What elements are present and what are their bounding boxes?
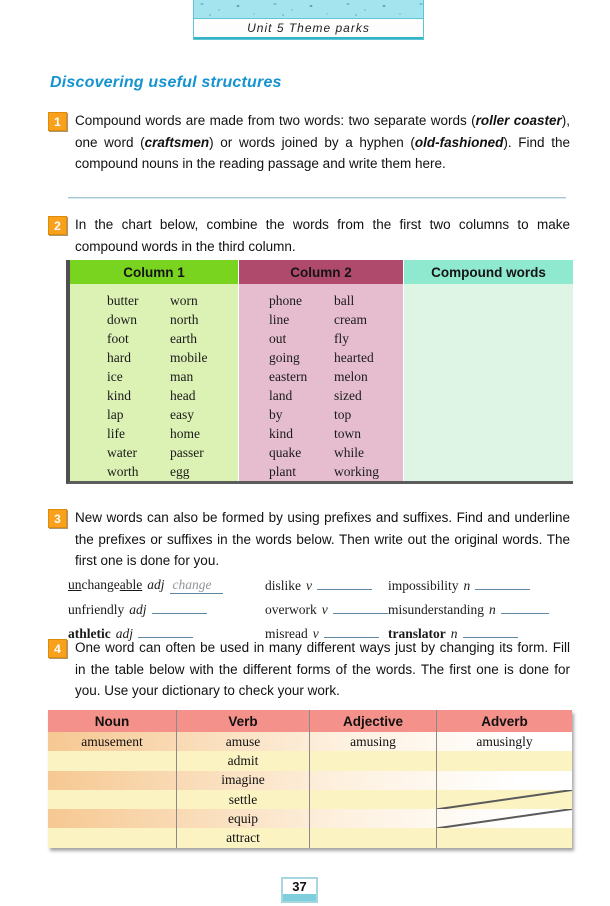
word: impossibility [388, 578, 459, 593]
item-number-badge: 4 [48, 639, 67, 658]
exercise-2 [48, 214, 570, 257]
table-cell [310, 790, 437, 809]
word: going [269, 350, 300, 365]
table-cell [437, 751, 572, 770]
word: town [334, 426, 361, 441]
word: ball [334, 293, 355, 308]
table-cell: settle [177, 790, 310, 809]
word: sized [334, 388, 362, 403]
part-of-speech: v [312, 626, 319, 641]
table-row [48, 771, 572, 790]
table-cell-no-form [437, 790, 572, 809]
underlined-prefix: un [68, 577, 82, 592]
compound-words-table [66, 260, 573, 484]
unit-title: Unit 5 Theme parks [194, 19, 423, 39]
table-cell [48, 790, 177, 809]
word: hearted [334, 350, 374, 365]
table-cell: amusing [310, 732, 437, 751]
page-number-stripe [283, 894, 316, 901]
word-entry [68, 601, 265, 618]
word: worn [170, 293, 198, 308]
word-row [239, 407, 403, 426]
word: life [107, 426, 125, 441]
word: plant [269, 464, 296, 479]
table-cell: equip [177, 809, 310, 828]
word: by [269, 407, 283, 422]
water-photo [194, 0, 423, 19]
divider-line [68, 197, 566, 198]
word-entry [388, 577, 570, 594]
diagonal-slash-icon [437, 809, 572, 828]
word-row [70, 369, 238, 388]
table-cell [48, 809, 177, 828]
answer-blank [475, 577, 530, 590]
word: land [269, 388, 293, 403]
item-number-badge: 2 [48, 216, 67, 235]
exercise-4 [48, 637, 570, 702]
item-number-badge: 1 [48, 112, 67, 131]
page-number-box [281, 877, 318, 903]
diagonal-slash-icon [437, 790, 572, 809]
compound-words-write-area [404, 284, 573, 481]
word-row [239, 464, 403, 483]
table-cell [310, 809, 437, 828]
exercise-1 [48, 110, 570, 175]
word: lap [107, 407, 124, 422]
answer-blank [333, 601, 388, 614]
header-verb: Verb [177, 710, 310, 732]
table-row [48, 732, 572, 751]
word-row [239, 293, 403, 312]
word: misunderstanding [388, 602, 484, 617]
example-word: craftsmen [144, 134, 210, 150]
text-segment: Compound words are made from two words: two separate words ( [75, 113, 476, 128]
word-forms-table [48, 710, 572, 848]
word: overwork [265, 602, 317, 617]
word-list-row [68, 570, 570, 594]
column-2-body [239, 284, 403, 481]
table-cell: amusement [48, 732, 177, 751]
word: while [334, 445, 364, 460]
word: hard [107, 350, 131, 365]
unit-banner [193, 0, 424, 40]
example-word: roller coaster [475, 113, 562, 128]
text-segment: ), one word ( [75, 113, 570, 150]
word-row [239, 312, 403, 331]
word-entry [388, 601, 570, 618]
table-cell [48, 751, 177, 770]
table-cell: amuse [177, 732, 310, 751]
word: egg [170, 464, 190, 479]
table-cell [310, 828, 437, 847]
table-row [48, 790, 572, 809]
word: dislike [265, 578, 301, 593]
word: melon [334, 369, 368, 384]
word-list-row [68, 594, 570, 618]
table-cell: amusingly [476, 733, 533, 749]
word: quake [269, 445, 302, 460]
table-cell: attract [177, 828, 310, 847]
text-segment: ) or words joined by a hyphen ( [209, 134, 415, 150]
word: phone [269, 293, 302, 308]
column-1 [70, 260, 238, 481]
word-row [70, 407, 238, 426]
word-row [239, 331, 403, 350]
word-entry [265, 601, 388, 618]
written-answer: change [170, 577, 223, 594]
word-row [239, 369, 403, 388]
table-header-row [48, 710, 572, 732]
compound-words-header: Compound words [404, 260, 573, 284]
word-row [70, 312, 238, 331]
example-word: old-fashioned [414, 134, 504, 150]
column-1-body [70, 284, 238, 481]
exercise-1-text [75, 110, 570, 175]
table-cell-no-form [437, 809, 572, 828]
word: line [269, 312, 290, 327]
word: earth [170, 331, 197, 346]
word: mobile [170, 350, 208, 365]
table-cell [310, 751, 437, 770]
word-row [70, 445, 238, 464]
prefix-suffix-word-list [68, 570, 570, 642]
word: butter [107, 293, 139, 308]
word: ice [107, 369, 123, 384]
word: down [107, 312, 137, 327]
underlined-suffix: able [119, 577, 143, 592]
part-of-speech: adj [115, 626, 134, 641]
word-row [70, 350, 238, 369]
word: north [170, 312, 199, 327]
word: easy [170, 407, 194, 422]
table-row [48, 809, 572, 828]
exercise-4-text: One word can often be used in many different ways just by changing its form. Fill in the table below with the different forms of the words. The first one is done for you. Use your dictionary to check your work. [75, 640, 570, 698]
item-number-badge: 3 [48, 509, 67, 528]
part-of-speech: n [450, 626, 458, 641]
page-number: 37 [292, 879, 307, 894]
part-of-speech: n [489, 602, 496, 617]
exercise-3-text: New words can also be formed by using prefixes and suffixes. Find and underline the prefixes or suffixes in the words below. Then write out the original words. The first one is done for you. [75, 510, 570, 568]
word: man [170, 369, 194, 384]
column-2-header: Column 2 [239, 260, 403, 284]
word: athletic [68, 626, 111, 641]
word-entry [265, 577, 388, 594]
word-row [239, 426, 403, 445]
answer-blank [317, 577, 372, 590]
word: foot [107, 331, 129, 346]
word-row [70, 464, 238, 483]
word: head [170, 388, 196, 403]
table-cell: imagine [177, 771, 310, 790]
word: out [269, 331, 287, 346]
text-segment: ). Find the compound nouns in the reading passage and write them here. [75, 134, 570, 171]
word: working [334, 464, 379, 479]
word: passer [170, 445, 204, 460]
word-entry [68, 577, 265, 594]
word: misread [265, 626, 308, 641]
word: unfriendly [68, 602, 125, 617]
word: kind [107, 388, 132, 403]
header-adjective: Adjective [310, 710, 437, 732]
table-cell: admit [177, 751, 310, 770]
word: top [334, 407, 352, 422]
word: fly [334, 331, 349, 346]
word-row [239, 445, 403, 464]
table-cell [437, 771, 572, 790]
word-root: change [81, 577, 120, 592]
word-row [70, 426, 238, 445]
exercise-3 [48, 507, 570, 572]
word: worth [107, 464, 139, 479]
table-cell [310, 771, 437, 790]
table-cell [437, 828, 572, 847]
word: kind [269, 426, 294, 441]
column-2 [239, 260, 403, 481]
header-noun: Noun [48, 710, 177, 732]
word-row [239, 388, 403, 407]
part-of-speech: adj [129, 602, 147, 617]
compound-words-column [404, 260, 573, 481]
part-of-speech: n [463, 578, 471, 593]
table-cell [48, 828, 177, 847]
word-row [70, 388, 238, 407]
exercise-2-text: In the chart below, combine the words from the first two columns to make compound words in the third column. [75, 217, 570, 254]
word: eastern [269, 369, 308, 384]
part-of-speech: v [306, 578, 312, 593]
part-of-speech: v [321, 602, 328, 617]
answer-blank [152, 601, 207, 614]
word-row [70, 293, 238, 312]
table-row [48, 751, 572, 770]
header-adverb: Adverb [481, 713, 528, 729]
word-row [239, 350, 403, 369]
column-1-header: Column 1 [70, 260, 238, 284]
word: cream [334, 312, 367, 327]
answer-blank [501, 601, 549, 614]
word-row [70, 331, 238, 350]
table-row [48, 828, 572, 847]
word: home [170, 426, 200, 441]
word: translator [388, 626, 446, 641]
word: water [107, 445, 137, 460]
part-of-speech: adj [147, 577, 165, 592]
table-cell [48, 771, 177, 790]
section-heading: Discovering useful structures [50, 74, 282, 91]
